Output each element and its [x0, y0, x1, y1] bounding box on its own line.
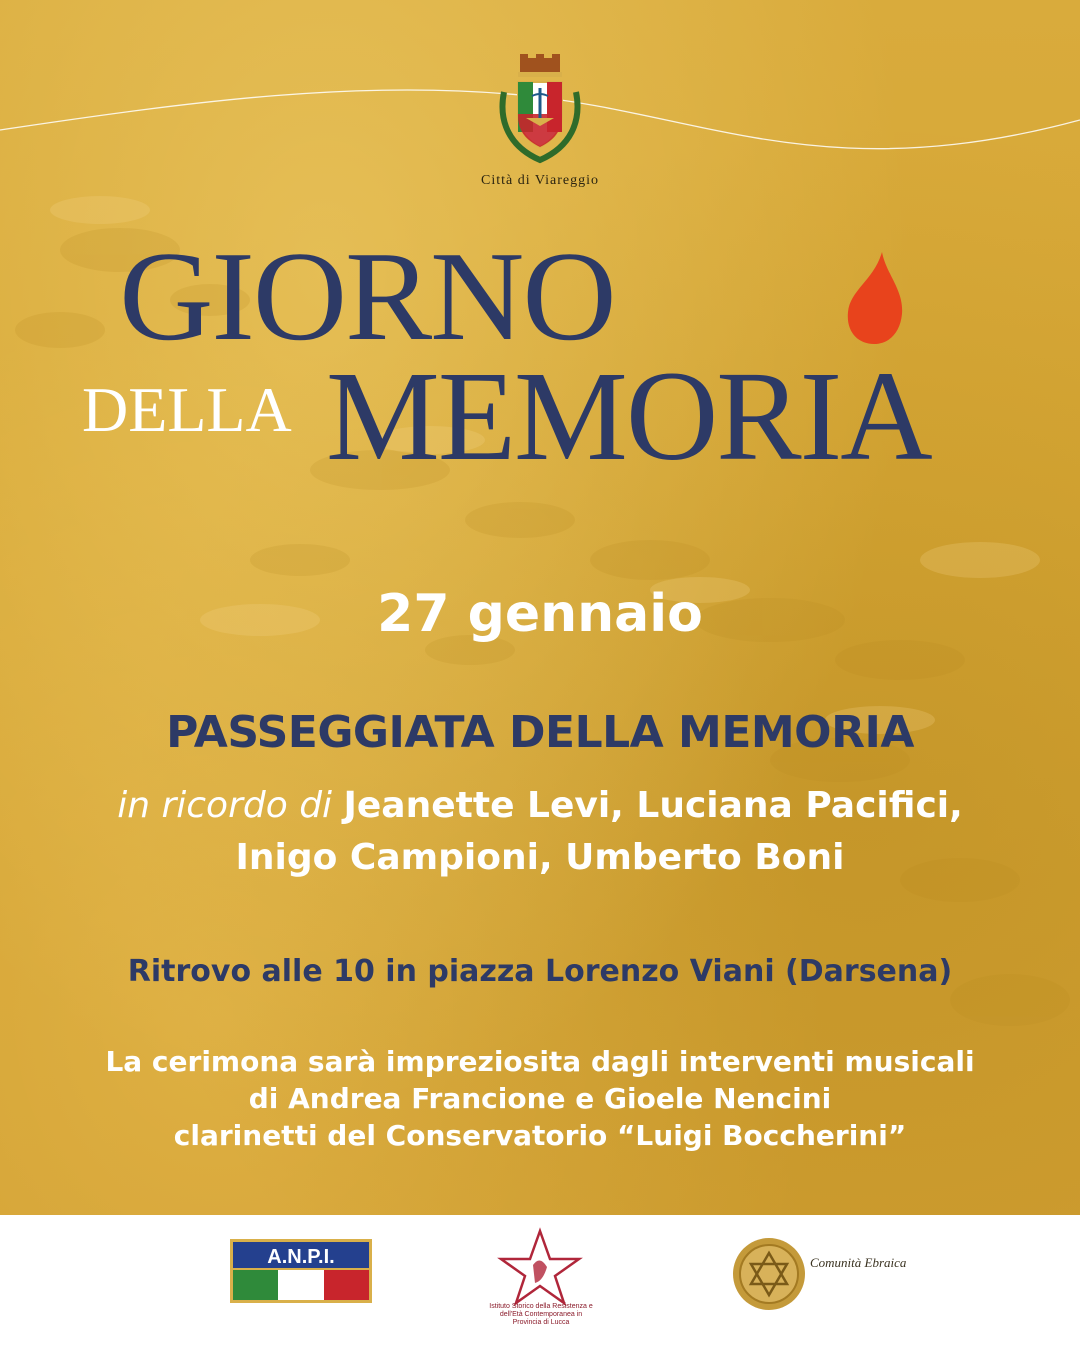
- title-della: DELLA: [82, 374, 292, 445]
- title-giorno: GIORNO: [119, 225, 615, 367]
- anpi-logo: [230, 1239, 372, 1303]
- remembrance-intro: in ricordo di: [117, 785, 333, 826]
- remembrance-names-1: Jeanette Levi, Luciana Pacifici,: [343, 785, 963, 826]
- viareggio-coat-of-arms-icon: [490, 52, 590, 167]
- music-block: [0, 1044, 1080, 1155]
- music-line-2: [0, 1081, 1080, 1118]
- meeting-info: Ritrovo alle 10 in piazza Lorenzo Viani (Darsena): [127, 954, 953, 989]
- music-prefix: di: [248, 1081, 279, 1115]
- anpi-label: A.N.P.I.: [267, 1246, 335, 1268]
- star-of-david-seal-icon: [732, 1237, 806, 1311]
- remembrance-block: [0, 780, 1080, 884]
- music-line-1: La cerimona sarà impreziosita dagli interventi musicali: [105, 1045, 975, 1078]
- music-line-3: clarinetti del Conservatorio “Luigi Boccherini”: [173, 1118, 907, 1152]
- music-conj: e: [575, 1081, 595, 1115]
- comunita-ebraica-label: Comunità Ebraica: [810, 1255, 907, 1270]
- sponsor-footer: [0, 1215, 1080, 1350]
- musician-2: Gioele Nencini: [604, 1081, 832, 1115]
- musician-1: Andrea Francione: [288, 1081, 566, 1115]
- event-date: 27 gennaio: [377, 584, 703, 644]
- event-title: PASSEGGIATA DELLA MEMORIA: [166, 707, 914, 758]
- remembrance-names-2: Inigo Campioni, Umberto Boni: [235, 837, 845, 879]
- candle-flame-icon: [844, 250, 904, 346]
- city-name: Città di Viareggio: [481, 173, 599, 188]
- remembrance-line-1: [0, 780, 1080, 832]
- isrec-label: Istituto Storico della Resistenza e dell'Età Contemporanea in Provincia di Lucca: [489, 1303, 593, 1327]
- title-memoria: MEMORIA: [326, 345, 931, 487]
